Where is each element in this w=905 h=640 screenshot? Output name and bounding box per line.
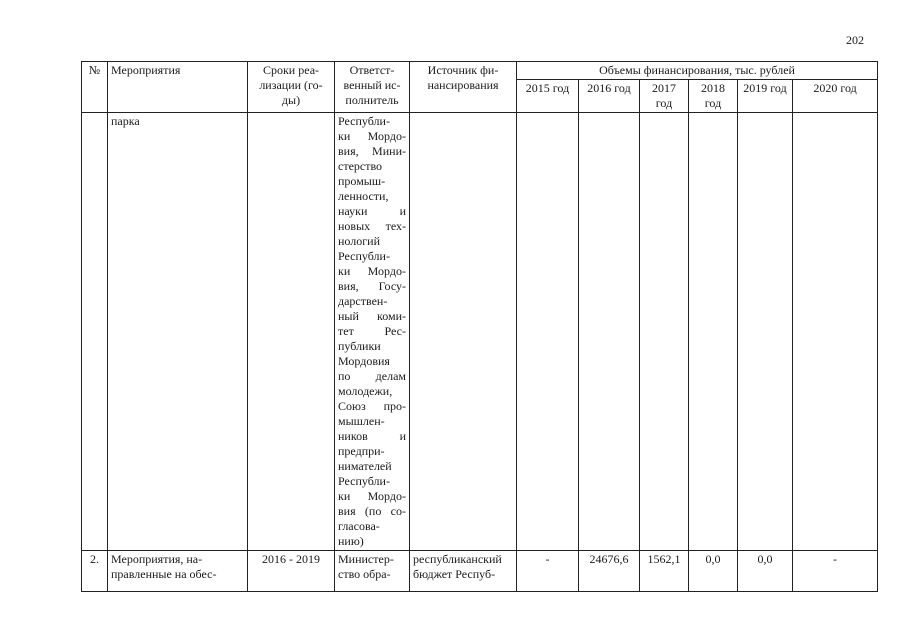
executor-line: науки и [338,204,406,218]
executor-line: промыш- [338,174,386,188]
row2-value-2019: 0,0 [738,551,793,592]
executor-line: тет Рес- [338,324,406,338]
header-year-2020: 2020 год [793,80,878,113]
table-row [82,113,878,551]
header-num: № [82,62,108,113]
executor-line: вия, Госу- [338,279,406,293]
header-source: Источник фи- нансирования [410,62,517,113]
executor-line: нологий [338,234,381,248]
header-terms: Сроки реа- лизации (го- ды) [248,62,335,113]
funding-table [81,61,878,592]
executor-line: вия (по со- [338,504,406,518]
header-funding: Объемы финансирования, тыс. рублей [517,62,878,80]
executor-line: мышлен- [338,414,385,428]
row-2015-cell [517,113,579,551]
row2-event: Мероприятия, на- правленные на обес- [108,551,248,592]
executor-line: Мордовия [338,354,390,368]
executor-line: дарствен- [338,294,388,308]
row-2016-cell [579,113,640,551]
executor-line: ленности, [338,189,389,203]
header-executor: Ответст- венный ис- полнитель [335,62,410,113]
row-source-cell [410,113,517,551]
row2-value-2016: 24676,6 [579,551,640,592]
executor-line: Республи- [338,114,390,128]
header-year-2019: 2019 год [738,80,793,113]
row2-executor: Министер- ство обра- [335,551,410,592]
executor-line: новых тех- [338,219,406,233]
executor-line: ников и [338,429,406,443]
row-event-cell: парка [108,113,248,551]
page-number: 202 [846,33,864,47]
executor-line: нимателей [338,459,392,473]
row-2019-cell [738,113,793,551]
row2-terms: 2016 - 2019 [248,551,335,592]
row-num-cell [82,113,108,551]
row-2020-cell [793,113,878,551]
executor-line: вия, Мини- [338,144,406,158]
executor-line: ки Мордо- [338,264,406,278]
executor-line: стерство [338,159,383,173]
executor-line: нию) [338,534,364,548]
executor-line: Республи- [338,474,390,488]
row-2018-cell [689,113,738,551]
executor-line: молодежи, [338,384,393,398]
executor-line: по делам [338,369,406,383]
executor-line: гласова- [338,519,380,533]
executor-line: Союз про- [338,399,406,413]
row-executor-cell [335,113,410,551]
executor-line: ки Мордо- [338,129,406,143]
executor-line: предпри- [338,444,385,458]
row2-num: 2. [82,551,108,592]
row2-value-2015: - [517,551,579,592]
executor-line: ный коми- [338,309,406,323]
executor-line: Республи- [338,249,390,263]
executor-line: ки Мордо- [338,489,406,503]
row2-value-2020: - [793,551,878,592]
row2-source: республиканский бюджет Респуб- [410,551,517,592]
header-year-2015: 2015 год [517,80,579,113]
row-2017-cell [640,113,689,551]
row2-value-2017: 1562,1 [640,551,689,592]
header-event: Мероприятия [108,62,248,113]
header-year-2018: 2018 год [689,80,738,113]
row-terms-cell [248,113,335,551]
row2-value-2018: 0,0 [689,551,738,592]
header-year-2017: 2017 год [640,80,689,113]
header-year-2016: 2016 год [579,80,640,113]
table-row [82,551,878,592]
executor-line: публики [338,339,381,353]
